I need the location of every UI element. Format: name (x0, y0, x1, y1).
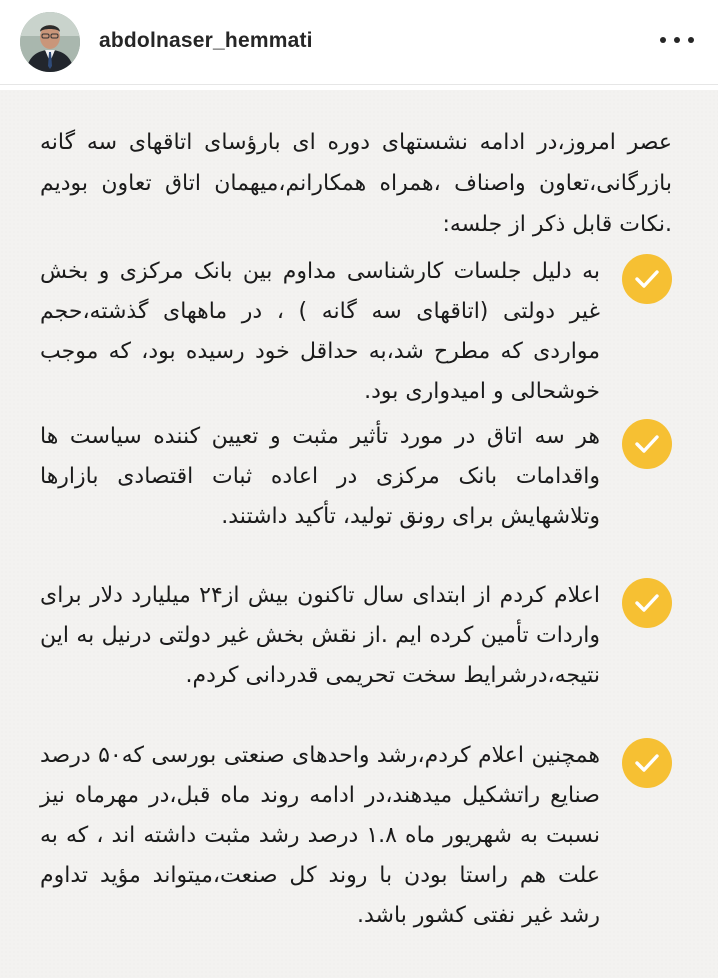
check-icon (622, 254, 672, 304)
avatar[interactable] (20, 12, 80, 72)
check-icon (622, 419, 672, 469)
dot (688, 37, 694, 43)
post-header (0, 0, 718, 85)
bullet-text: هر سه اتاق در مورد تأثیر مثبت و تعیین کننده سیاست ها واقدامات بانک مرکزی در اعاده ثبات اقتصادی بازارها وتلاشهایش برای رونق تولید، تأکید داشتند. (40, 424, 600, 529)
post-image (0, 90, 718, 978)
dot (660, 37, 666, 43)
dot (674, 37, 680, 43)
more-options-icon[interactable] (660, 33, 694, 47)
check-icon (622, 578, 672, 628)
check-icon (622, 738, 672, 788)
intro-paragraph: عصر امروز،در ادامه نشستهای دوره ای بارؤسای اتاقهای سه گانه بازرگانی،تعاون واصناف ،همراه همکارانم،میهمان اتاق تعاون بودیم .نکات قابل ذکر از جلسه: (40, 130, 672, 237)
bullet-text: همچنین اعلام کردم،رشد واحدهای صنعتی بورسی که۵۰ درصد صنایع راتشکیل میدهند،در ادامه روند ماه قبل،در مهرماه نیز نسبت به شهریور ماه ۱.۸ درصد رشد مثبت داشته اند ، که به علت هم راستا بودن با روند کل صنعت،میتواند مؤید تداوم رشد غیر نفتی کشور باشد. (40, 743, 600, 928)
username[interactable]: abdolnaser_hemmati (99, 29, 313, 52)
bullet-text: اعلام کردم از ابتدای سال تاکنون بیش از۲۴ میلیارد دلار برای واردات تأمین کرده ایم .از نقش بخش غیر دولتی درنیل به این نتیجه،درشرایط سخت تحریمی قدردانی کردم. (40, 583, 600, 688)
bullet-text: به دلیل جلسات کارشناسی مداوم بین بانک مرکزی و بخش غیر دولتی (اتاقهای سه گانه ) ، در ماههای گذشته،حجم مواردی که مطرح شد،به حداقل خود رسیده بود، که موجب خوشحالی و امیدواری بود. (40, 259, 600, 404)
avatar-photo-icon (20, 12, 80, 72)
